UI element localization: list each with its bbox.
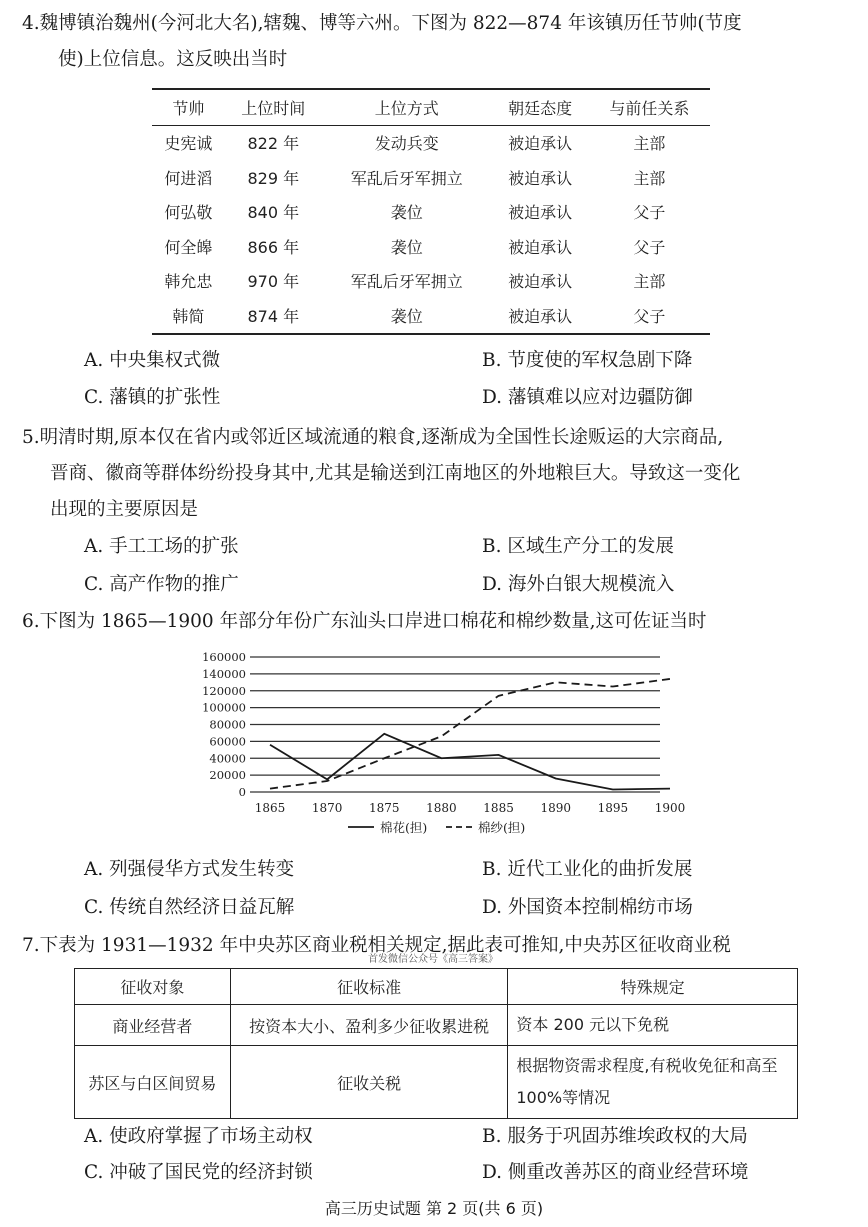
table-cell: 被迫承认 [508, 168, 573, 188]
question-5-line-1: 5.明清时期,原本仅在省内或邻近区域流通的粮食,逐渐成为全国性长途贩运的大宗商品, [22, 427, 724, 448]
table-cell: 何进滔 [164, 168, 213, 188]
option-c[interactable]: C. 冲破了国民党的经济封锁 [84, 1162, 313, 1183]
table-cell: 被迫承认 [508, 134, 573, 154]
question-4-table [152, 88, 710, 335]
chart-legend [348, 820, 525, 835]
table-cell: 父子 [633, 203, 666, 223]
question-4-line-2: 使)上位信息。这反映出当时 [58, 49, 288, 70]
table-header-row [75, 969, 798, 1005]
table-cell: 资本 200 元以下免税 [508, 1005, 798, 1046]
table-cell: 主部 [633, 272, 666, 292]
table-cell: 袭位 [390, 306, 423, 326]
option-a[interactable]: A. 中央集权式微 [84, 350, 221, 371]
question-7-line-1: 7.下表为 1931—1932 年中央苏区商业税相关规定,据此表可推知,中央苏区征收商业税 [22, 935, 731, 956]
option-b[interactable]: B. 区域生产分工的发展 [482, 536, 674, 557]
cotton-import-line-chart [190, 645, 686, 845]
question-6-line-1: 6.下图为 1865—1900 年部分年份广东汕头口岸进口棉花和棉纱数量,这可佐证当时 [22, 611, 707, 632]
table-header: 节帅 [172, 98, 205, 118]
question-5-line-2: 晋商、徽商等群体纷纷投身其中,尤其是输送到江南地区的外地粮巨大。导致这一变化 [50, 463, 741, 484]
y-tick-label: 20000 [209, 768, 246, 783]
table-header: 上位时间 [241, 98, 306, 118]
table-header: 征收对象 [75, 969, 231, 1005]
option-b[interactable]: B. 近代工业化的曲折发展 [482, 859, 693, 880]
table-row [152, 195, 710, 230]
table-cell: 按资本大小、盈利多少征收累进税 [230, 1005, 508, 1046]
option-b[interactable]: B. 服务于巩固苏维埃政权的大局 [482, 1126, 748, 1147]
table-cell: 829 年 [247, 168, 300, 188]
table-cell: 970 年 [247, 272, 300, 292]
table-cell: 商业经营者 [75, 1005, 231, 1046]
option-d[interactable]: D. 海外白银大规模流入 [482, 574, 675, 595]
table-cell: 发动兵变 [374, 134, 439, 154]
page-footer: 高三历史试题 第 2 页(共 6 页) [324, 1199, 544, 1218]
series-line-1 [270, 679, 670, 789]
x-tick-label: 1870 [311, 801, 343, 815]
table-row [75, 1046, 798, 1119]
y-tick-label: 160000 [202, 650, 246, 664]
table-cell: 袭位 [390, 203, 423, 223]
x-tick-label: 1885 [483, 801, 514, 815]
table-cell: 何弘敬 [164, 203, 213, 223]
x-tick-label: 1895 [597, 801, 629, 815]
table-cell: 苏区与白区间贸易 [75, 1046, 231, 1119]
table-cell: 866 年 [247, 237, 300, 257]
table-cell: 840 年 [247, 203, 300, 223]
y-tick-label: 40000 [209, 751, 246, 766]
question-5-line-3: 出现的主要原因是 [50, 499, 199, 520]
table-cell: 韩允忠 [164, 272, 213, 292]
table-row [152, 160, 710, 195]
x-tick-label: 1875 [369, 801, 400, 815]
x-tick-label: 1865 [254, 801, 286, 815]
table-cell: 被迫承认 [508, 237, 573, 257]
chart-x-axis [255, 801, 686, 815]
y-tick-label: 60000 [209, 734, 246, 749]
legend-label: 棉花(担) [380, 820, 428, 835]
table-cell: 父子 [633, 237, 666, 257]
legend-label: 棉纱(担) [478, 820, 526, 835]
x-tick-label: 1890 [540, 801, 571, 815]
y-tick-label: 120000 [202, 683, 246, 698]
y-tick-label: 0 [238, 785, 246, 799]
y-tick-label: 80000 [209, 717, 246, 732]
table-cell: 史宪诚 [164, 134, 213, 154]
x-tick-label: 1900 [654, 801, 686, 815]
table-header-row [152, 89, 710, 125]
question-5-stem [22, 420, 828, 528]
option-a[interactable]: A. 手工工场的扩张 [84, 536, 239, 557]
table-row [152, 125, 710, 160]
option-c[interactable]: C. 藩镇的扩张性 [84, 387, 221, 408]
option-d[interactable]: D. 藩镇难以应对边疆防御 [482, 387, 693, 408]
table-cell: 韩简 [172, 306, 205, 326]
table-cell: 被迫承认 [508, 306, 573, 326]
table-header: 与前任关系 [609, 98, 690, 118]
table-cell: 被迫承认 [508, 203, 573, 223]
table-header: 上位方式 [374, 98, 439, 118]
table-header: 朝廷态度 [508, 98, 573, 118]
table-header: 征收标准 [230, 969, 508, 1005]
table-row [152, 229, 710, 264]
table-cell: 被迫承认 [508, 272, 573, 292]
table-row [75, 1005, 798, 1046]
table-cell: 军乱后牙军拥立 [350, 272, 463, 292]
table-cell: 何全皞 [164, 237, 213, 257]
table-cell: 父子 [633, 306, 666, 326]
chart-series [270, 679, 670, 790]
table-cell: 袭位 [390, 237, 423, 257]
option-b[interactable]: B. 节度使的军权急剧下降 [482, 350, 693, 371]
table-cell: 根据物资需求程度,有税收免征和高至 100%等情况 [508, 1046, 798, 1119]
question-4-stem [22, 6, 828, 78]
table-cell: 军乱后牙军拥立 [350, 168, 463, 188]
table-cell: 主部 [633, 168, 666, 188]
table-header: 特殊规定 [508, 969, 798, 1005]
table-cell: 主部 [633, 134, 666, 154]
x-tick-label: 1880 [426, 801, 457, 815]
option-d[interactable]: D. 侧重改善苏区的商业经营环境 [482, 1162, 749, 1183]
watermark-text: 首发微信公众号《高三答案》 [368, 954, 498, 965]
table-cell: 874 年 [247, 306, 300, 326]
y-tick-label: 100000 [202, 700, 246, 715]
option-c[interactable]: C. 传统自然经济日益瓦解 [84, 897, 295, 918]
chart-y-axis [202, 650, 246, 799]
option-c[interactable]: C. 高产作物的推广 [84, 574, 239, 595]
question-6-stem [22, 604, 828, 640]
option-a[interactable]: A. 使政府掌握了市场主动权 [84, 1126, 313, 1147]
option-d[interactable]: D. 外国资本控制棉纺市场 [482, 897, 693, 918]
question-7-table [74, 968, 798, 1119]
series-line-0 [270, 734, 670, 790]
table-cell: 822 年 [247, 134, 300, 154]
y-tick-label: 140000 [202, 666, 246, 681]
question-4-line-1: 4.魏博镇治魏州(今河北大名),辖魏、博等六州。下图为 822—874 年该镇历任节帅(节度 [22, 13, 742, 34]
table-row [152, 298, 710, 334]
table-row [152, 264, 710, 299]
option-a[interactable]: A. 列强侵华方式发生转变 [84, 859, 295, 880]
chart-grid [250, 657, 660, 792]
table-cell: 征收关税 [230, 1046, 508, 1119]
